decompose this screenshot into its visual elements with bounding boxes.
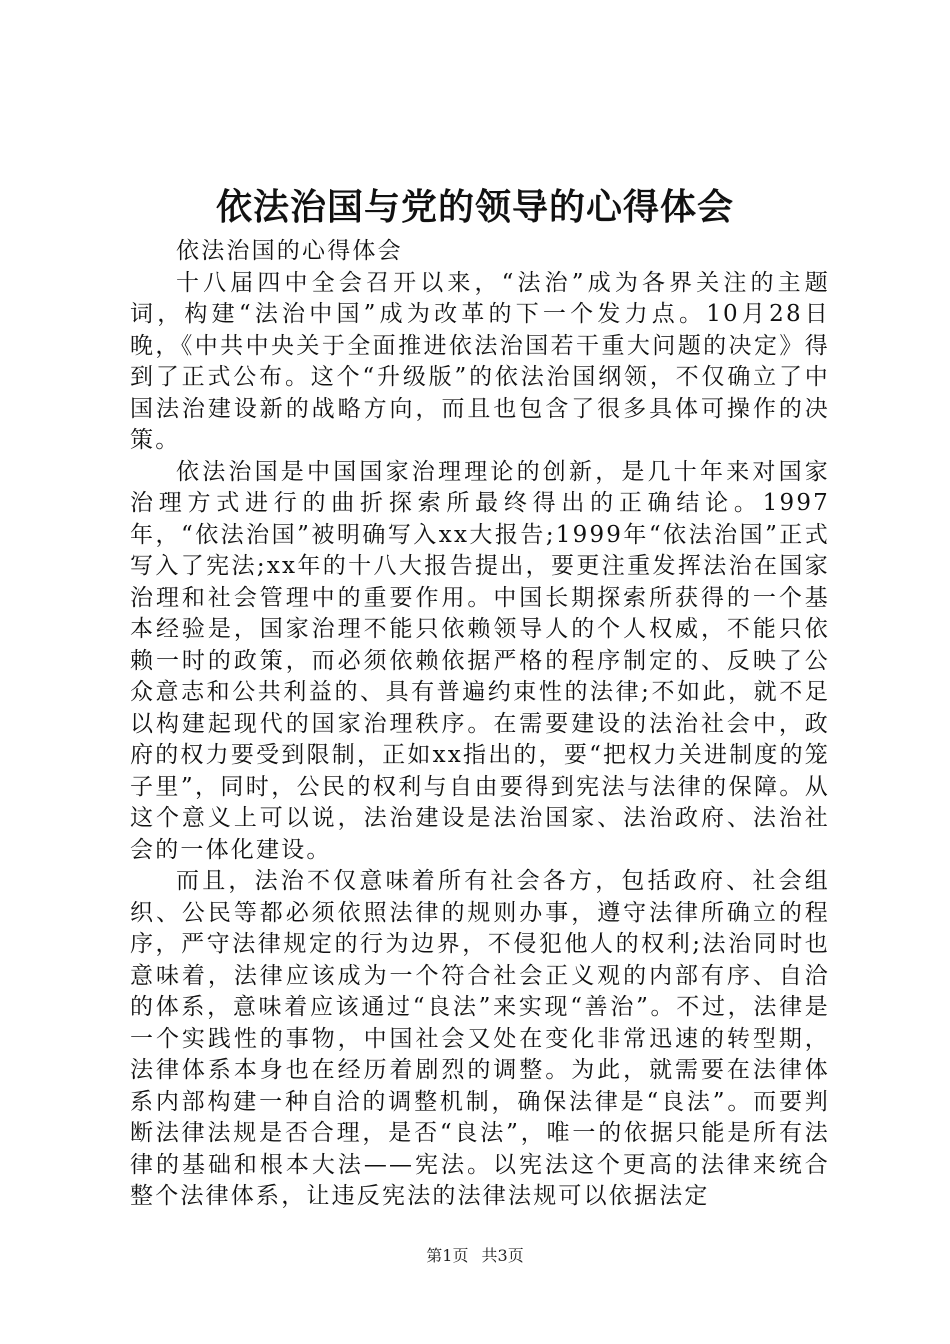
body-paragraph: 十八届四中全会召开以来，“法治”成为各界关注的主题词，构建“法治中国”成为改革的下一个发力点。10月28日晚，《中共中央关于全面推进依法治国若干重大问题的决定》得到了正式公布。这个“升级版”的依法治国纲领，不仅确立了中国法治建设新的战略方向，而且也包含了很多具体可操作的决策。: [130, 269, 830, 453]
document-title: 依法治国与党的领导的心得体会: [215, 186, 734, 228]
body-paragraph: 而且，法治不仅意味着所有社会各方，包括政府、社会组织、公民等都必须依照法律的规则办事，遵守法律所确立的程序，严守法律规定的行为边界，不侵犯他人的权利;法治同时也意味着，法律应该成为一个符合社会正义观的内部有序、自洽的体系，意味着应该通过“良法”来实现“善治”。不过，法律是一个实践性的事物，中国社会又处在变化非常迅速的转型期，法律体系本身也在经历着剧烈的调整。为此，就需要在法律体系内部构建一种自洽的调整机制，确保法律是“良法”。而要判断法律法规是否合理，是否“良法”，唯一的依据只能是所有法律的基础和根本大法——宪法。以宪法这个更高的法律来统合整个法律体系，让违反宪法的法律法规可以依据法定: [130, 868, 830, 1209]
subtitle-paragraph: 依法治国的心得体会: [176, 238, 403, 264]
page-footer: [0, 1246, 950, 1266]
page-total: 共3页: [481, 1246, 524, 1265]
page-number: 第1页: [426, 1246, 469, 1265]
document-body: [130, 236, 830, 1213]
body-paragraph: 依法治国是中国国家治理理论的创新，是几十年来对国家治理方式进行的曲折探索所最终得出的正确结论。1997年，“依法治国”被明确写入xx大报告;1999年“依法治国”正式写入了宪法;xx年的十八大报告提出，要更注重发挥法治在国家治理和社会管理中的重要作用。中国长期探索所获得的一个基本经验是，国家治理不能只依赖领导人的个人权威，不能只依赖一时的政策，而必须依赖依据严格的程序制定的、反映了公众意志和公共利益的、具有普遍约束性的法律;不如此，就不足以构建起现代的国家治理秩序。在需要建设的法治社会中，政府的权力要受到限制，正如xx指出的，要“把权力关进制度的笼子里”，同时，公民的权利与自由要得到宪法与法律的保障。从这个意义上可以说，法治建设是法治国家、法治政府、法治社会的一体化建设。: [130, 458, 830, 863]
